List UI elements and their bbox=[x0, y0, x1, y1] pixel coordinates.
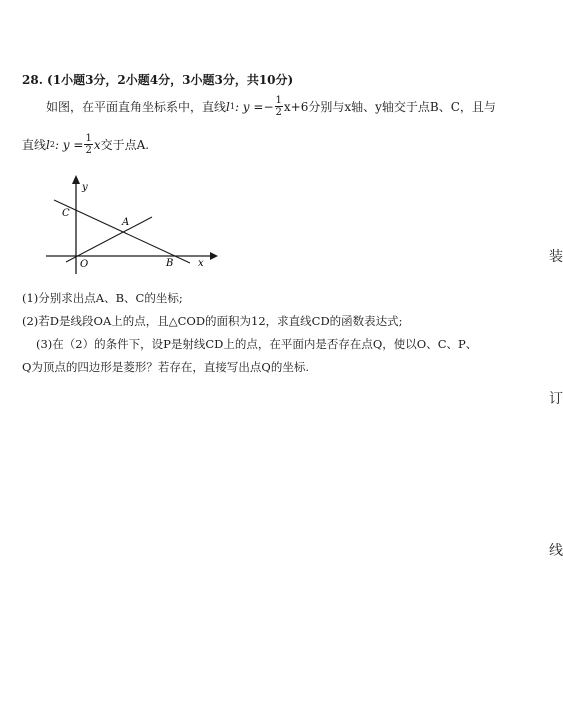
intro-line2-tail: 交于点A. bbox=[100, 138, 150, 152]
intro-line-1 bbox=[46, 95, 496, 118]
coordinate-figure bbox=[40, 170, 220, 282]
l1-frac-den: 2 bbox=[275, 107, 282, 118]
part-1: (1)分别求出点A、B、C的坐标; bbox=[22, 291, 183, 305]
margin-char-zhuang: 装 bbox=[549, 249, 563, 265]
y-axis-label: y bbox=[82, 182, 88, 193]
l2-eq-rhs: x bbox=[93, 137, 101, 152]
margin-char-xian: 线 bbox=[549, 543, 563, 559]
y-axis-arrow bbox=[72, 175, 80, 184]
line-l1-name: l bbox=[226, 99, 230, 114]
point-b-label: B bbox=[166, 258, 174, 269]
point-c-label: C bbox=[62, 208, 70, 219]
l1-eq-lhs: : y =− bbox=[234, 99, 274, 114]
point-a-label: A bbox=[122, 217, 130, 228]
intro-lead: 如图，在平面直角坐标系中，直线 bbox=[46, 100, 227, 114]
l2-fraction bbox=[84, 133, 92, 156]
l2-frac-num: 1 bbox=[85, 133, 92, 144]
l1-eq-rhs: x+6 bbox=[283, 99, 309, 114]
x-axis-arrow bbox=[210, 252, 218, 260]
part-3-line-1: (3)在（2）的条件下，设P是射线CD上的点，在平面内是否存在点Q，使以O、C、P、 bbox=[36, 337, 478, 351]
x-axis-label: x bbox=[198, 258, 204, 269]
intro-line-2 bbox=[22, 133, 149, 156]
question-header: 28. (1小题3分，2小题4分，3小题3分，共10分) bbox=[22, 73, 294, 87]
origin-label: O bbox=[80, 259, 89, 270]
line-l1 bbox=[54, 200, 190, 263]
line-l2-name: l bbox=[46, 137, 50, 152]
margin-char-ding: 订 bbox=[549, 391, 563, 407]
intro2-lead: 直线 bbox=[22, 138, 47, 152]
l1-fraction bbox=[275, 95, 283, 118]
l1-frac-num: 1 bbox=[275, 95, 282, 106]
l2-frac-den: 2 bbox=[85, 145, 92, 156]
l2-eq-lhs: : y = bbox=[54, 137, 84, 152]
line-l2-sub: 2 bbox=[49, 140, 55, 149]
part-3-line-2: Q为顶点的四边形是菱形？若存在，直接写出点Q的坐标. bbox=[22, 360, 310, 374]
part-2: (2)若D是线段OA上的点，且△COD的面积为12，求直线CD的函数表达式; bbox=[22, 314, 403, 328]
line-l1-sub: 1 bbox=[229, 102, 235, 111]
intro-line1-tail: 分别与x轴、y轴交于点B、C，且与 bbox=[308, 100, 496, 114]
